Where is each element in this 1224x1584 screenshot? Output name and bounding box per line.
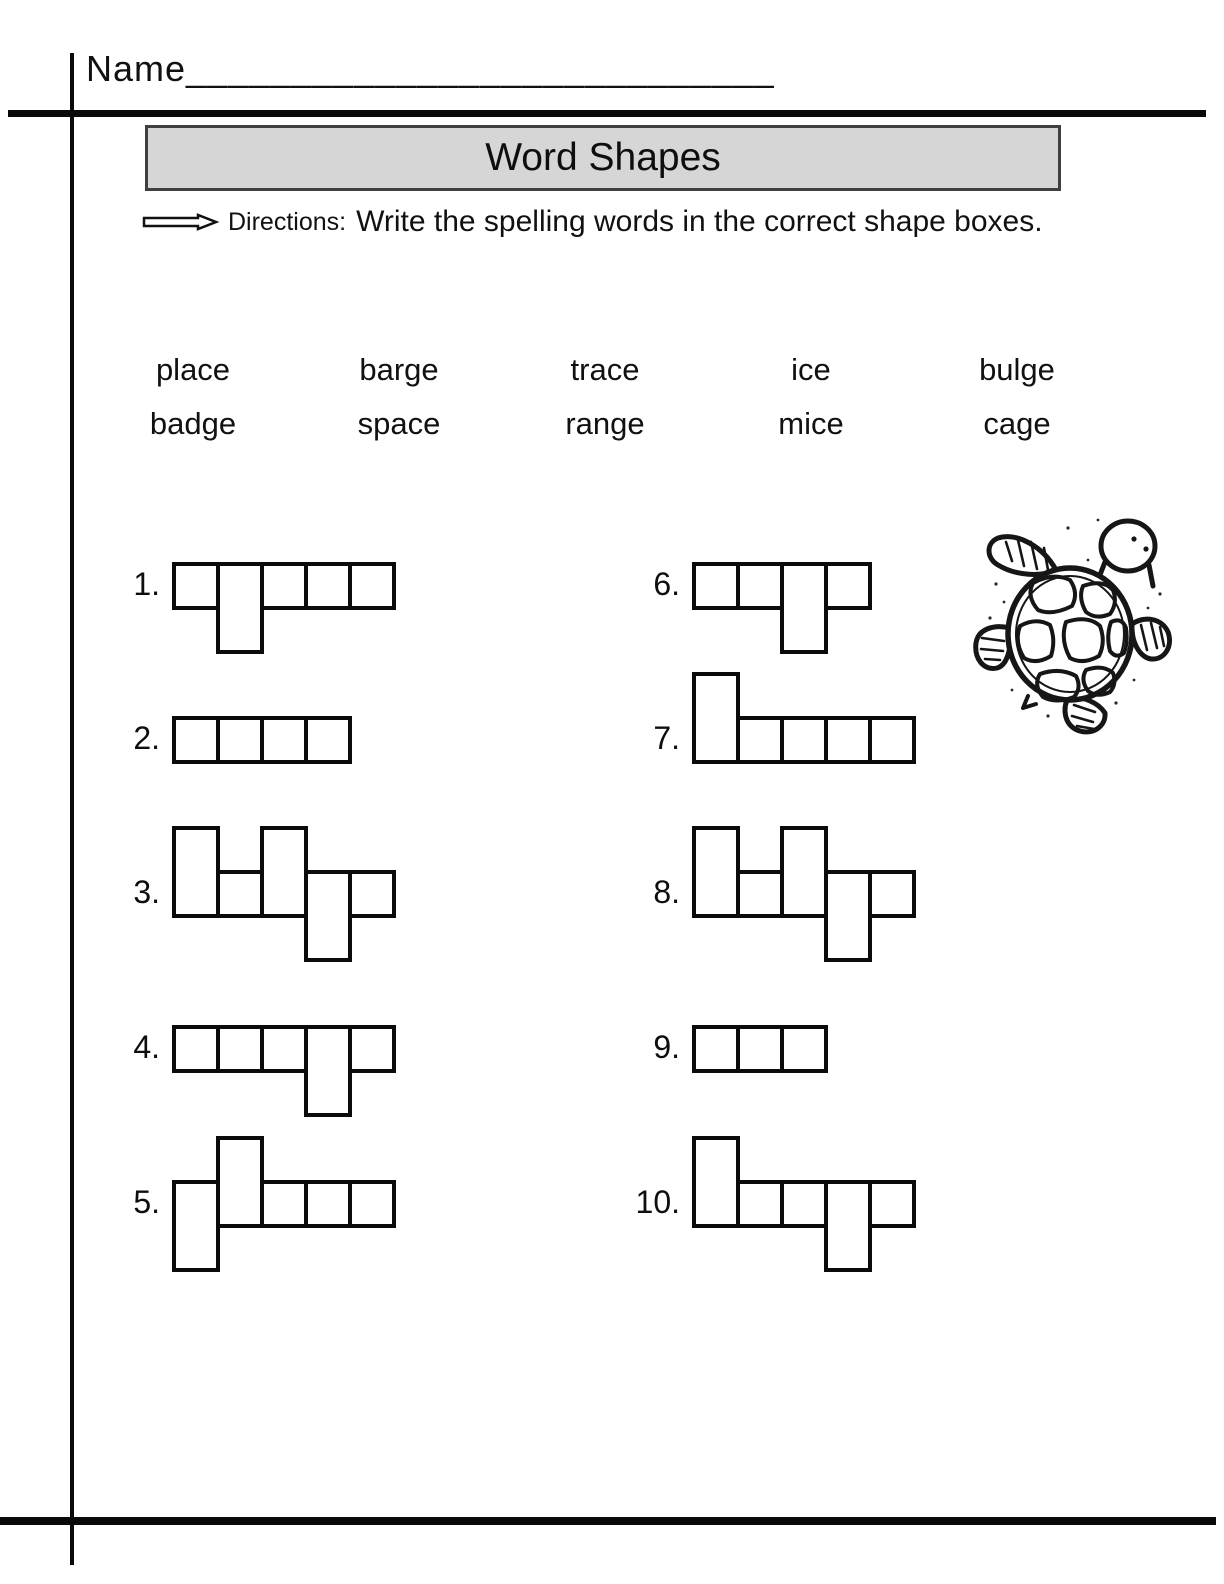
letter-box-mid bbox=[348, 1180, 396, 1228]
word-bank-item: trace bbox=[570, 352, 640, 387]
shape-cells bbox=[692, 1136, 992, 1272]
letter-box-tall bbox=[172, 826, 220, 918]
turtle-illustration bbox=[948, 498, 1183, 743]
letter-box-tall bbox=[692, 826, 740, 918]
letter-box-mid bbox=[736, 562, 784, 610]
letter-box-mid bbox=[172, 562, 220, 610]
shape-cells bbox=[172, 1136, 472, 1272]
letter-box-tall bbox=[216, 1136, 264, 1228]
letter-box-mid bbox=[780, 1025, 828, 1073]
worksheet-title-box bbox=[145, 125, 1061, 191]
directions-label: Directions: bbox=[228, 207, 347, 236]
letter-box-mid bbox=[216, 870, 264, 918]
shape-number: 6. bbox=[653, 566, 680, 602]
letter-box-desc bbox=[824, 1180, 872, 1272]
letter-box-mid bbox=[868, 870, 916, 918]
word-bank-item: mice bbox=[778, 406, 844, 441]
word-shape-2 bbox=[133, 672, 472, 808]
letter-box-mid bbox=[692, 1025, 740, 1073]
shape-number: 1. bbox=[133, 566, 160, 602]
word-bank-item: badge bbox=[149, 406, 237, 441]
shape-cells bbox=[172, 981, 472, 1117]
shape-cells bbox=[692, 518, 992, 654]
shape-number: 8. bbox=[653, 874, 680, 910]
letter-box-mid bbox=[348, 562, 396, 610]
word-bank-item: place bbox=[155, 352, 231, 387]
letter-box-tall bbox=[780, 826, 828, 918]
letter-box-mid bbox=[824, 562, 872, 610]
shape-cells bbox=[172, 826, 472, 962]
letter-box-mid bbox=[260, 716, 308, 764]
letter-box-tall bbox=[692, 1136, 740, 1228]
letter-box-mid bbox=[348, 1025, 396, 1073]
word-bank-row-1 bbox=[90, 352, 1120, 388]
header-divider-line bbox=[8, 110, 1206, 117]
letter-box-mid bbox=[216, 1025, 264, 1073]
letter-box-mid bbox=[736, 1180, 784, 1228]
word-shape-9 bbox=[653, 981, 992, 1117]
letter-box-mid bbox=[348, 870, 396, 918]
letter-box-mid bbox=[304, 716, 352, 764]
shape-number: 2. bbox=[133, 720, 160, 756]
letter-box-mid bbox=[260, 1025, 308, 1073]
word-bank bbox=[90, 352, 1120, 442]
letter-box-mid bbox=[736, 716, 784, 764]
letter-box-mid bbox=[260, 562, 308, 610]
left-margin-line bbox=[70, 53, 74, 1565]
directions-text: Write the spelling words in the correct shape boxes. bbox=[356, 205, 1043, 238]
letter-box-mid bbox=[780, 716, 828, 764]
shape-number: 5. bbox=[133, 1184, 160, 1220]
shape-number: 10. bbox=[635, 1184, 680, 1220]
letter-box-mid bbox=[172, 1025, 220, 1073]
letter-box-desc bbox=[304, 1025, 352, 1117]
letter-box-mid bbox=[868, 1180, 916, 1228]
word-bank-item: range bbox=[565, 406, 645, 441]
shape-number: 7. bbox=[653, 720, 680, 756]
name-blank-line: ____________________________ bbox=[186, 48, 775, 89]
word-shape-6 bbox=[653, 518, 992, 654]
letter-box-mid bbox=[216, 716, 264, 764]
word-shape-10 bbox=[635, 1136, 992, 1272]
letter-box-desc bbox=[780, 562, 828, 654]
word-shape-1 bbox=[133, 518, 472, 654]
footer-divider-line bbox=[0, 1517, 1216, 1525]
letter-box-desc bbox=[304, 870, 352, 962]
shape-cells bbox=[172, 672, 472, 808]
shape-number: 9. bbox=[653, 1029, 680, 1065]
word-shape-5 bbox=[133, 1136, 472, 1272]
name-label: Name bbox=[86, 48, 187, 89]
letter-box-desc bbox=[824, 870, 872, 962]
word-bank-item: bulge bbox=[979, 352, 1055, 387]
letter-box-mid bbox=[172, 716, 220, 764]
letter-box-mid bbox=[260, 1180, 308, 1228]
shape-cells bbox=[692, 981, 992, 1117]
word-bank-item: barge bbox=[359, 352, 439, 387]
word-shape-7 bbox=[653, 672, 992, 808]
shape-cells bbox=[692, 826, 992, 962]
letter-box-tall bbox=[692, 672, 740, 764]
right-arrow-icon bbox=[140, 207, 220, 237]
name-row bbox=[86, 48, 775, 90]
shape-cells bbox=[692, 672, 992, 808]
letter-box-tall bbox=[260, 826, 308, 918]
letter-box-mid bbox=[868, 716, 916, 764]
word-shape-8 bbox=[653, 826, 992, 962]
letter-box-mid bbox=[736, 870, 784, 918]
letter-box-desc bbox=[216, 562, 264, 654]
word-shape-4 bbox=[133, 981, 472, 1117]
letter-box-desc bbox=[172, 1180, 220, 1272]
word-bank-item: space bbox=[357, 406, 441, 441]
letter-box-mid bbox=[780, 1180, 828, 1228]
shape-number: 4. bbox=[133, 1029, 160, 1065]
word-shape-3 bbox=[133, 826, 472, 962]
letter-box-mid bbox=[736, 1025, 784, 1073]
letter-box-mid bbox=[692, 562, 740, 610]
letter-box-mid bbox=[824, 716, 872, 764]
shape-cells bbox=[172, 518, 472, 654]
letter-box-mid bbox=[304, 562, 352, 610]
shape-number: 3. bbox=[133, 874, 160, 910]
word-bank-item: cage bbox=[983, 406, 1051, 441]
word-bank-item: ice bbox=[791, 352, 831, 387]
directions-row bbox=[140, 203, 1140, 241]
page-title: Word Shapes bbox=[485, 136, 721, 179]
letter-box-mid bbox=[304, 1180, 352, 1228]
word-bank-row-2 bbox=[90, 406, 1120, 442]
